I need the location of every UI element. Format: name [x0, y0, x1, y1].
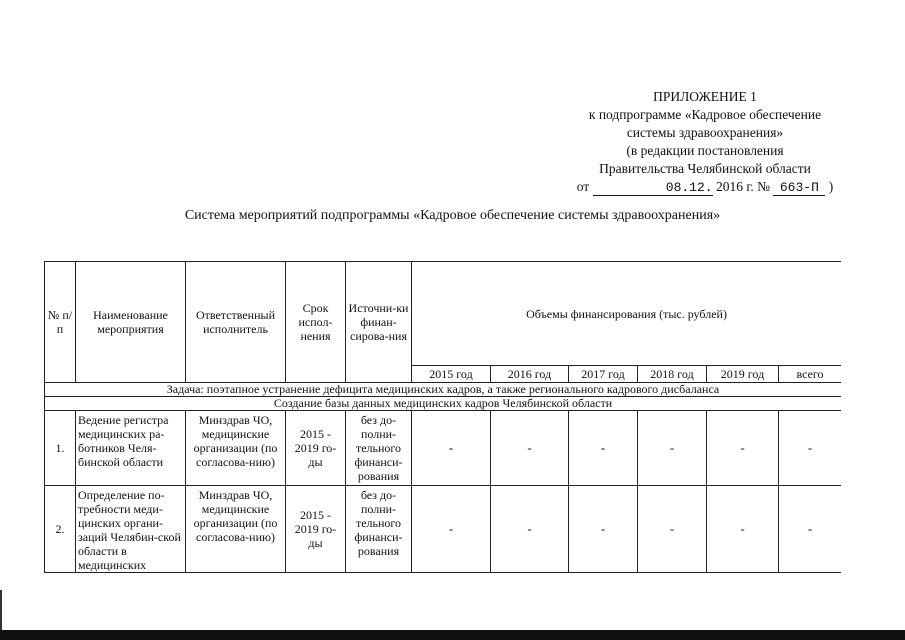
appendix-block: [560, 88, 850, 196]
appendix-line: Правительства Челябинской области: [599, 161, 811, 176]
section-row: [45, 397, 842, 411]
section-text: Создание базы данных медицинских кадров Челябинской области: [45, 397, 842, 411]
row-executor: Минздрав ЧО, медицинские организации (по согласова-нию): [186, 411, 286, 486]
row-value: -: [638, 411, 707, 486]
row-name: Определение по-требности меди-цинских органи-заций Челябин-ской области в медицинских: [76, 486, 186, 573]
scan-edge-mark: [0, 590, 2, 630]
header-volumes: Объемы финансирования (тыс. рублей): [412, 262, 842, 366]
date-prefix: от: [576, 179, 590, 194]
measures-table: [44, 261, 841, 573]
task-text: Задача: поэтапное устранение дефицита медицинских кадров, а также регионального кадрового дисбаланса: [45, 383, 842, 397]
header-term: Срок испол-нения: [286, 262, 346, 383]
table-row: [45, 486, 842, 573]
row-num: 1.: [45, 411, 76, 486]
scan-bottom-edge: [0, 630, 905, 640]
row-executor: Минздрав ЧО, медицинские организации (по согласова-нию): [186, 486, 286, 573]
appendix-line: системы здравоохранения»: [626, 125, 784, 140]
header-year: 2016 год: [491, 366, 569, 383]
measures-table-wrapper: [44, 261, 841, 581]
row-num: 2.: [45, 486, 76, 573]
row-value: -: [569, 486, 638, 573]
date-close: ): [828, 179, 834, 194]
header-total: всего: [779, 366, 842, 383]
header-year: 2017 год: [569, 366, 638, 383]
header-name: Наименование мероприятия: [76, 262, 186, 383]
row-value: -: [491, 486, 569, 573]
row-value: -: [707, 486, 779, 573]
page-title: Система мероприятий подпрограммы «Кадровое обеспечение системы здравоохранения»: [184, 208, 721, 223]
appendix-line: (в редакции постановления: [626, 143, 784, 158]
row-value: -: [569, 411, 638, 486]
row-source: без до-полни-тельного финанси-рования: [346, 411, 412, 486]
row-value: -: [412, 411, 491, 486]
header-num: № п/п: [45, 262, 76, 383]
table-row: [45, 411, 842, 486]
date-value: 08.12.: [593, 181, 713, 196]
row-value: -: [779, 411, 842, 486]
row-value: -: [491, 411, 569, 486]
date-year: 2016 г. №: [715, 179, 770, 194]
header-sources: Источни-ки финан-сирова-ния: [346, 262, 412, 383]
row-value: -: [638, 486, 707, 573]
task-row: [45, 383, 842, 397]
header-executor: Ответственный исполнитель: [186, 262, 286, 383]
appendix-title: ПРИЛОЖЕНИЕ 1: [653, 89, 757, 104]
header-year: 2019 год: [707, 366, 779, 383]
row-term: 2015 - 2019 го-ды: [286, 411, 346, 486]
header-year: 2018 год: [638, 366, 707, 383]
row-name: Ведение регистра медицинских ра-ботников Челя-бинской области: [76, 411, 186, 486]
row-value: -: [707, 411, 779, 486]
header-row: [45, 262, 842, 366]
row-source: без до-полни-тельного финанси-рования: [346, 486, 412, 573]
appendix-date-line: [560, 178, 850, 196]
resolution-number: 663-П: [773, 181, 825, 196]
row-value: -: [412, 486, 491, 573]
appendix-line: к подпрограмме «Кадровое обеспечение: [588, 107, 822, 122]
row-term: 2015 - 2019 го-ды: [286, 486, 346, 573]
header-year: 2015 год: [412, 366, 491, 383]
row-value: -: [779, 486, 842, 573]
